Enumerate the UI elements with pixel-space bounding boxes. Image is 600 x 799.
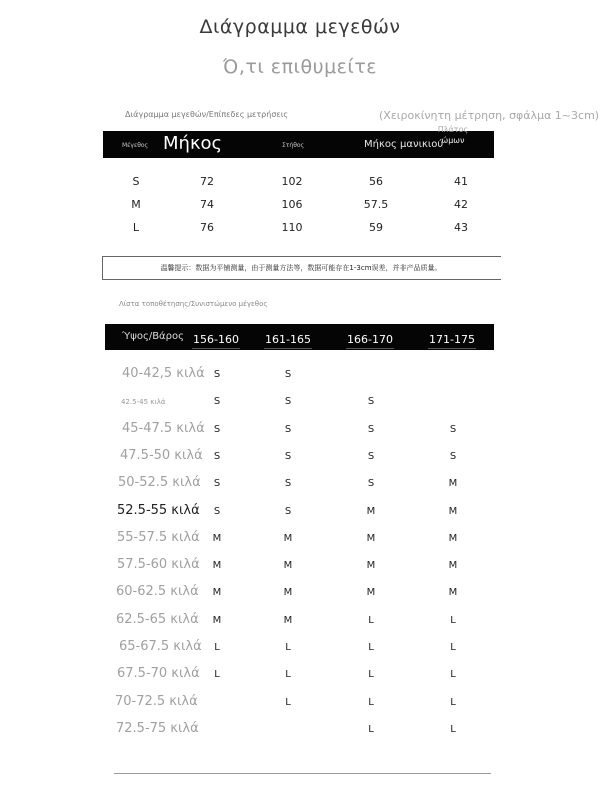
size-chart-cell-size: S	[132, 175, 140, 188]
size-chart-cell-sleeve: 56	[369, 175, 383, 188]
size-chart-cell-length: 74	[200, 198, 214, 211]
size-chart-cell-length: 72	[200, 175, 214, 188]
header-height-weight: Ύψος/Βάρος	[122, 331, 184, 342]
recommended-size-cell: S	[284, 450, 292, 462]
recommended-size-cell: M	[212, 532, 222, 544]
recommended-size-cell: M	[212, 587, 222, 599]
recommended-size-cell: S	[367, 396, 375, 408]
size-chart-cell-chest: 106	[281, 198, 303, 211]
weight-label: 50-52.5 κιλά	[118, 475, 201, 491]
recommended-size-cell: M	[366, 587, 376, 599]
header-shoulder-line1: Πλάτος	[437, 125, 469, 134]
recommended-size-cell: L	[368, 723, 374, 735]
height-header-0: 156-160	[193, 333, 239, 346]
recommended-size-cell: S	[213, 369, 221, 380]
recommended-size-cell: S	[367, 478, 375, 490]
size-chart-cell-length: 76	[200, 221, 214, 234]
header-shoulder-line2: ώμων	[441, 136, 465, 145]
recommended-size-cell: L	[368, 669, 374, 681]
header-length: Μήκος	[163, 133, 223, 154]
recommended-size-cell: S	[367, 423, 375, 435]
recommend-section-label: Λίστα τοποθέτησης/Συνιστώμενο μέγεθος	[119, 300, 268, 308]
recommended-size-cell: M	[212, 614, 222, 626]
recommended-size-cell: L	[285, 696, 291, 708]
recommended-size-cell: M	[366, 532, 376, 544]
recommended-size-cell: S	[449, 423, 457, 435]
header-sleeve-length: Μήκος μανικιού	[364, 139, 444, 150]
page-subtitle: Ό,τι επιθυμείτε	[222, 56, 378, 78]
recommended-size-cell: M	[448, 505, 458, 517]
weight-label: 45-47.5 κιλά	[122, 420, 205, 436]
recommended-size-cell: M	[212, 560, 222, 572]
recommended-size-cell: L	[285, 669, 291, 681]
recommended-size-cell: S	[213, 450, 221, 462]
size-chart-cell-sleeve: 57.5	[363, 198, 389, 211]
height-header-underline	[428, 348, 476, 349]
height-header-1: 161-165	[265, 333, 311, 346]
weight-label: 40-42,5 κιλά	[122, 366, 205, 381]
footer-divider	[114, 773, 491, 774]
recommended-size-cell: S	[284, 396, 292, 408]
weight-label: 55-57.5 κιλά	[117, 529, 200, 545]
recommended-size-cell: L	[450, 696, 456, 708]
recommended-size-cell: M	[366, 505, 376, 517]
weight-label: 42.5-45 κιλά	[121, 398, 166, 407]
recommended-size-cell: M	[448, 587, 458, 599]
recommended-size-cell: L	[368, 614, 374, 626]
recommended-size-cell: L	[450, 614, 456, 626]
size-chart-cell-shoulder: 43	[454, 221, 468, 234]
recommended-size-cell: S	[213, 396, 221, 408]
header-size: Μέγεθος	[122, 142, 149, 149]
recommended-size-cell: S	[284, 423, 292, 435]
header-shoulder-width	[433, 124, 473, 146]
recommended-size-cell: S	[367, 450, 375, 462]
recommended-size-cell: M	[366, 560, 376, 572]
size-chart-cell-size: L	[132, 221, 140, 234]
recommended-size-cell: M	[283, 560, 293, 572]
recommended-size-cell: S	[284, 478, 292, 490]
recommended-size-cell: L	[450, 669, 456, 681]
size-chart-cell-sleeve: 59	[369, 221, 383, 234]
height-header-underline	[346, 348, 394, 349]
size-chart-cell-shoulder: 41	[454, 175, 468, 188]
measurement-note: (Χειροκίνητη μέτρηση, σφάλμα 1~3cm)	[379, 109, 600, 122]
weight-label: 57.5-60 κιλά	[117, 557, 200, 573]
recommended-size-cell: L	[214, 642, 220, 653]
recommended-size-cell: L	[450, 642, 456, 653]
recommended-size-cell: M	[283, 532, 293, 544]
weight-label: 70-72.5 κιλά	[115, 693, 198, 709]
recommended-size-cell: M	[448, 478, 458, 490]
size-chart-cell-shoulder: 42	[454, 198, 468, 211]
size-chart-cell-size: M	[131, 198, 141, 211]
page-title: Διάγραμμα μεγεθών	[199, 16, 401, 38]
recommended-size-cell: L	[214, 669, 220, 681]
weight-label: 47.5-50 κιλά	[120, 447, 203, 463]
weight-label: 67.5-70 κιλά	[117, 666, 200, 682]
height-header-underline	[192, 348, 240, 349]
recommended-size-cell: L	[368, 696, 374, 708]
height-header-2: 166-170	[347, 333, 393, 346]
recommended-size-cell: S	[284, 505, 292, 517]
recommended-size-cell: M	[448, 560, 458, 572]
height-header-3: 171-175	[429, 333, 475, 346]
measurement-notice: 温馨提示：数据为平铺测量，由于测量方法等，数据可能存在1-3cm误差，并非产品质量。	[160, 264, 442, 272]
size-chart-section-label: Διάγραμμα μεγεθών/Επίπεδες μετρήσεις	[125, 110, 289, 119]
weight-label: 52.5-55 κιλά	[117, 502, 200, 518]
recommended-size-cell: L	[285, 642, 291, 653]
height-header-underline	[264, 348, 312, 349]
recommended-size-cell: M	[283, 614, 293, 626]
recommended-size-cell: S	[284, 369, 292, 380]
recommended-size-cell: S	[213, 423, 221, 435]
recommended-size-cell: L	[368, 642, 374, 653]
header-chest: Στήθος	[282, 142, 305, 149]
recommended-size-cell: S	[449, 450, 457, 462]
weight-label: 72.5-75 κιλά	[116, 720, 199, 736]
weight-label: 62.5-65 κιλά	[116, 611, 199, 627]
weight-label: 60-62.5 κιλά	[116, 584, 199, 600]
weight-label: 65-67.5 κιλά	[119, 639, 202, 654]
recommended-size-cell: M	[448, 532, 458, 544]
size-chart-cell-chest: 102	[281, 175, 303, 188]
recommended-size-cell: S	[213, 478, 221, 490]
recommended-size-cell: L	[450, 723, 456, 735]
size-chart-cell-chest: 110	[281, 221, 303, 234]
recommended-size-cell: M	[283, 587, 293, 599]
recommended-size-cell: S	[213, 505, 221, 517]
